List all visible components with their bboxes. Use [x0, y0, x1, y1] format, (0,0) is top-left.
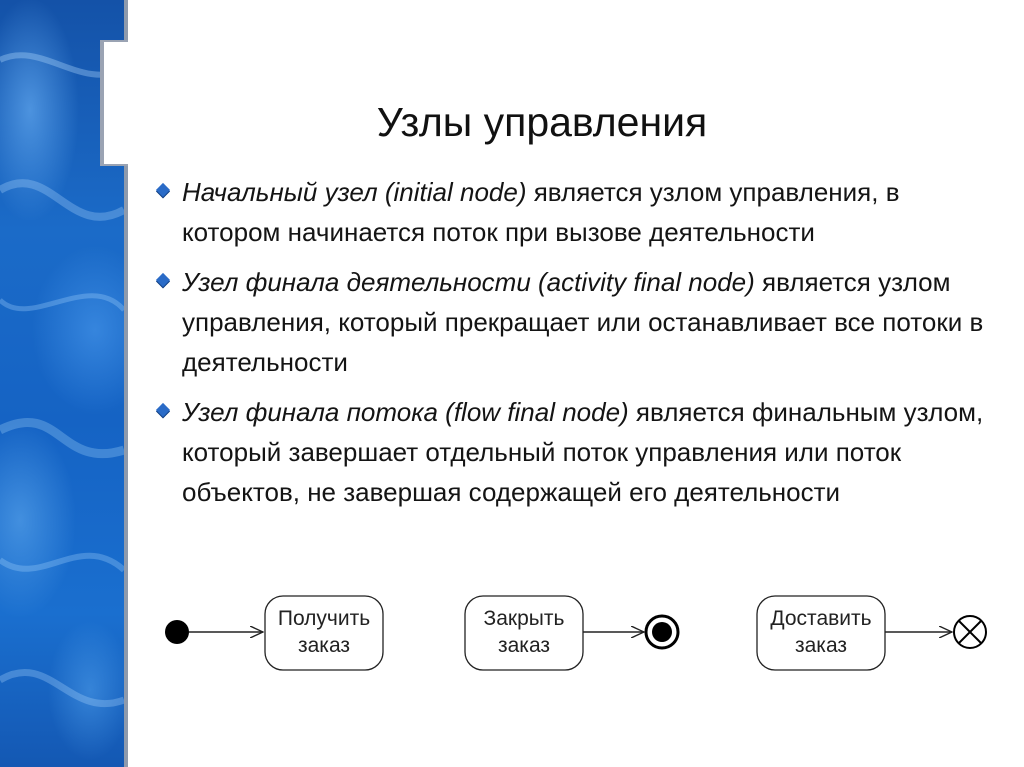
activity-final-node-icon [646, 616, 678, 648]
bullet-text: является узлом управления, в котором начинается поток при вызове деятельности [182, 177, 900, 247]
action-label-line1: Получить [277, 607, 371, 630]
action-node-close-order [465, 596, 583, 670]
action-label-line1: Доставить [770, 607, 872, 630]
flow-final-node-icon [954, 616, 986, 648]
action-node-deliver-order [757, 596, 885, 670]
bullet-term: Узел финала потока (flow final node) [182, 397, 629, 427]
diamond-bullet-icon [156, 273, 170, 287]
bullet-item-flow-final-node [158, 392, 998, 512]
bullet-text: является узлом управления, который прекращает или останавливает все потоки в деятельности [182, 267, 984, 377]
action-label-line2: заказ [297, 634, 351, 657]
action-label-line2: заказ [497, 634, 551, 657]
bullet-term: Узел финала деятельности (activity final node) [182, 267, 755, 297]
action-node-get-order [265, 596, 383, 670]
slide-title: Узлы управления [376, 99, 708, 146]
action-label-line1: Закрыть [483, 607, 565, 630]
bullet-term: Начальный узел (initial node) [182, 177, 527, 207]
diamond-bullet-icon [156, 183, 170, 197]
action-label-line2: заказ [794, 634, 848, 657]
uml-activity-diagram [150, 588, 1010, 688]
bullet-item-initial-node [158, 172, 998, 252]
diamond-bullet-icon [156, 403, 170, 417]
initial-node-icon [165, 620, 189, 644]
bullet-list [158, 172, 998, 522]
bullet-text: является финальным узлом, который завершает отдельный поток управления или поток объектов, не завершая содержащей его деятельности [182, 397, 984, 507]
bullet-item-activity-final-node [158, 262, 998, 382]
